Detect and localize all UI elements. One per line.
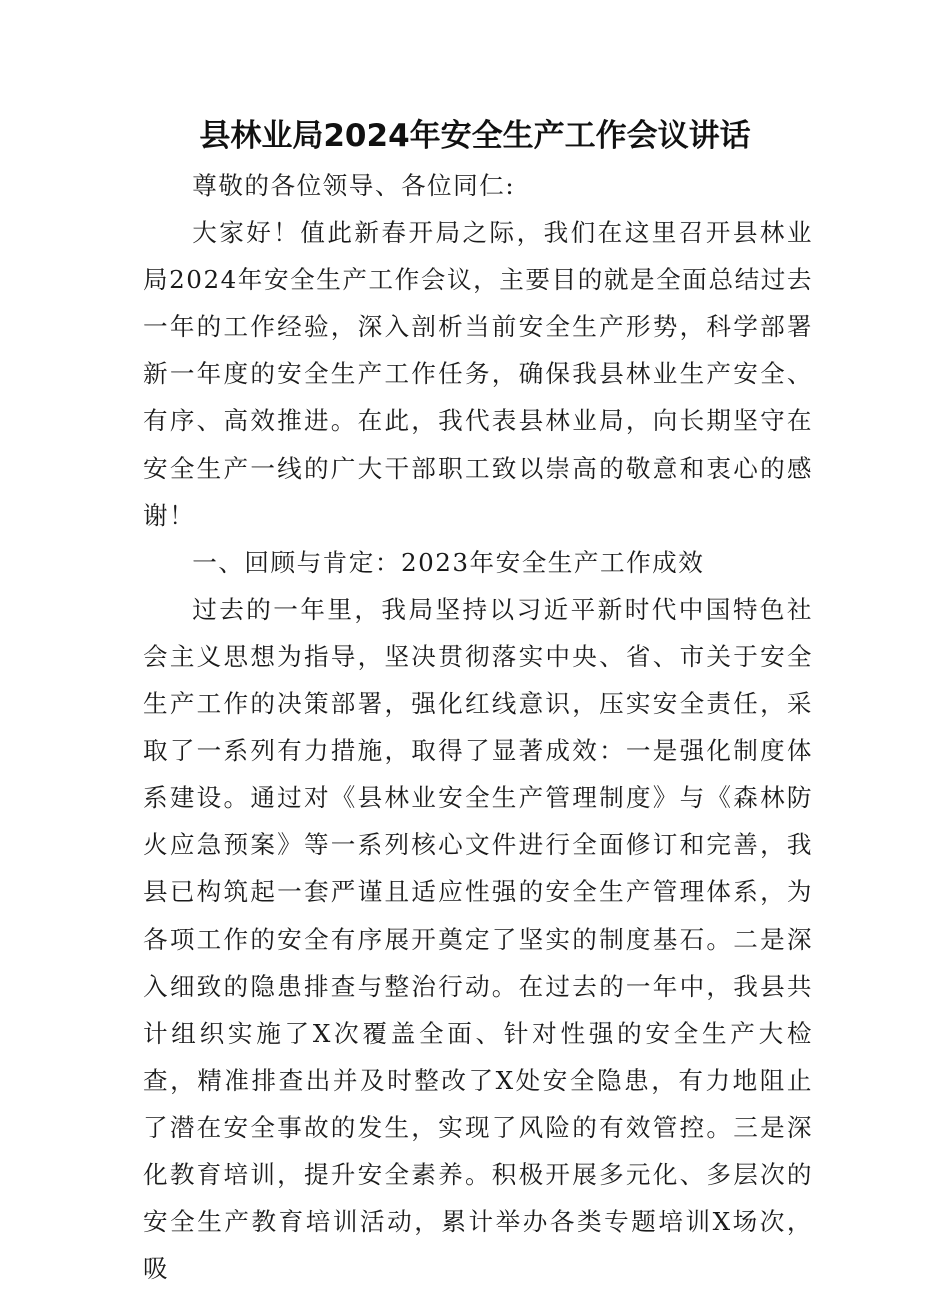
- section-paragraph: 过去的一年里，我局坚持以习近平新时代中国特色社会主义思想为指导，坚决贯彻落实中央、省、市关于安全生产工作的决策部署，强化红线意识，压实安全责任，采取了一系列有力措施，取得了显著成效：一是强化制度体系建设。通过对《县林业安全生产管理制度》与《森林防火应急预案》等一系列核心文件进行全面修订和完善，我县已构筑起一套严谨且适应性强的安全生产管理体系，为各项工作的安全有序展开奠定了坚实的制度基石。二是深入细致的隐患排查与整治行动。在过去的一年中，我县共计组织实施了X次覆盖全面、针对性强的安全生产大检查，精准排查出并及时整改了X处安全隐患，有力地阻止了潜在安全事故的发生，实现了风险的有效管控。三是深化教育培训，提升安全素养。积极开展多元化、多层次的安全生产教育培训活动，累计举办各类专题培训X场次，吸: [143, 594, 813, 1284]
- opening-paragraph: 大家好！值此新春开局之际，我们在这里召开县林业局2024年安全生产工作会议，主要目的就是全面总结过去一年的工作经验，深入剖析当前安全生产形势，科学部署新一年度的安全生产工作任务，确保我县林业生产安全、有序、高效推进。在此，我代表县林业局，向长期坚守在安全生产一线的广大干部职工致以崇高的敬意和衷心的感谢！: [143, 218, 813, 530]
- document-title: 县林业局2024年安全生产工作会议讲话: [199, 118, 751, 154]
- document-body: [143, 162, 813, 1292]
- section-heading: 一、回顾与肯定：2023年安全生产工作成效: [192, 547, 705, 577]
- salutation: 尊敬的各位领导、各位同仁:: [192, 171, 516, 200]
